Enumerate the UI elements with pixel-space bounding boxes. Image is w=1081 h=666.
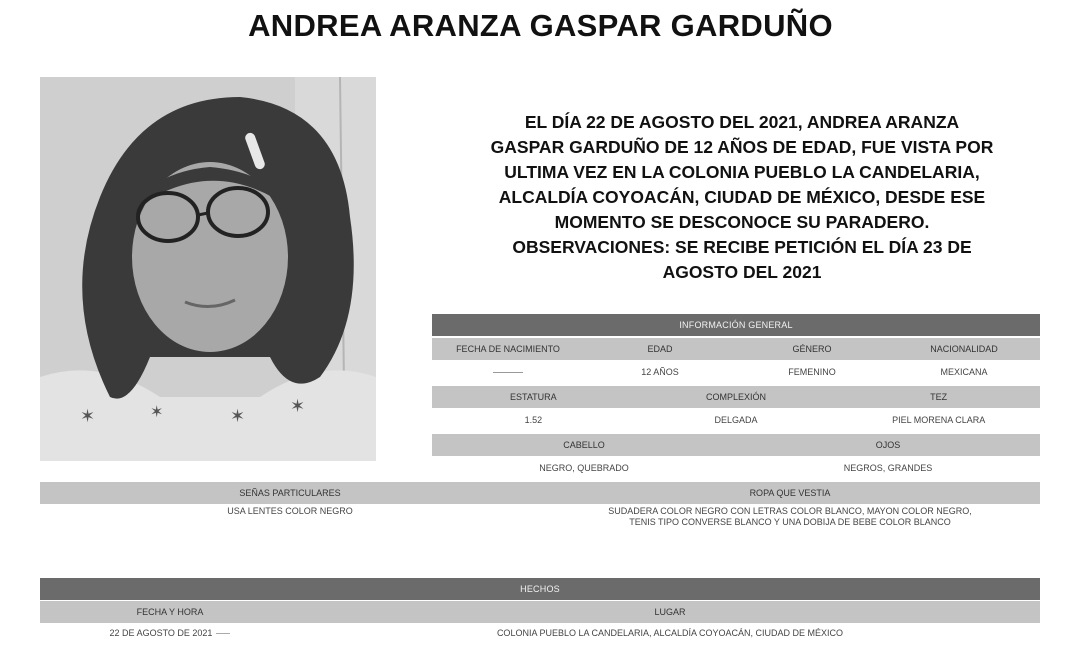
description-line: OBSERVACIONES: SE RECIBE PETICIÓN EL DÍA 23 DE: [512, 237, 972, 257]
details-labels-row: [40, 482, 1040, 504]
clothing-label: ROPA QUE VESTIA: [749, 488, 831, 498]
place-value: COLONIA PUEBLO LA CANDELARIA, ALCALDÍA COYOACÁN, CIUDAD DE MÉXICO: [496, 628, 844, 638]
description-line: AGOSTO DEL 2021: [662, 262, 822, 282]
svg-text:✶: ✶: [290, 396, 306, 416]
hair-label: CABELLO: [563, 440, 605, 450]
complexion-value: PIEL MORENA CLARA: [892, 415, 986, 425]
gender-value: FEMENINO: [788, 367, 836, 377]
complexion-label: TEZ: [930, 392, 948, 402]
build-value: DELGADA: [714, 415, 758, 425]
height-label: ESTATURA: [510, 392, 557, 402]
general-info-values-row-2: [432, 409, 1040, 431]
svg-text:✶: ✶: [150, 404, 164, 421]
redacted-mark: [493, 372, 523, 373]
description-line: GASPAR GARDUÑO DE 12 AÑOS DE EDAD, FUE VISTA POR: [490, 137, 994, 157]
nationality-value: MEXICANA: [940, 367, 988, 377]
age-value: 12 AÑOS: [641, 367, 679, 377]
general-info-values-row-1: [432, 361, 1040, 383]
clothing-line: TENIS TIPO CONVERSE BLANCO Y UNA DOBIJA DE BEBE COLOR BLANCO: [629, 517, 951, 527]
facts-labels-row: [40, 601, 1040, 623]
person-name-title: ANDREA ARANZA GASPAR GARDUÑO: [248, 8, 833, 43]
birthdate-value: [432, 367, 584, 377]
description-line: ALCALDÍA COYOACÁN, CIUDAD DE MÉXICO, DESDE ESE: [498, 187, 986, 207]
description-line: ULTIMA VEZ EN LA COLONIA PUEBLO LA CANDELARIA,: [504, 162, 980, 182]
gender-label: GÉNERO: [792, 344, 832, 354]
nationality-label: NACIONALIDAD: [930, 344, 998, 354]
date-time-label: FECHA Y HORA: [136, 607, 204, 617]
person-photo: [40, 77, 376, 461]
birthdate-label: FECHA DE NACIMIENTO: [456, 344, 560, 354]
svg-text:✶: ✶: [230, 406, 246, 426]
svg-text:✶: ✶: [80, 406, 96, 426]
date-time-text: 22 DE AGOSTO DE 2021: [109, 628, 213, 638]
date-time-value: [40, 628, 300, 638]
build-label: COMPLEXIÓN: [706, 392, 767, 402]
height-value: 1.52: [524, 415, 543, 425]
general-info-labels-row-1: [432, 338, 1040, 360]
place-label: LUGAR: [654, 607, 686, 617]
age-label: EDAD: [647, 344, 673, 354]
general-info-values-row-3: [432, 457, 1040, 479]
distinguishing-marks-value: USA LENTES COLOR NEGRO: [227, 506, 353, 516]
case-description: [436, 110, 1048, 285]
eyes-label: OJOS: [875, 440, 901, 450]
general-info-header: INFORMACIÓN GENERAL: [432, 314, 1040, 336]
hair-value: NEGRO, QUEBRADO: [539, 463, 629, 473]
details-values-row: [40, 504, 1040, 534]
facts-header: HECHOS: [40, 578, 1040, 600]
general-info-labels-row-2: [432, 386, 1040, 408]
redacted-mark: [216, 633, 230, 634]
facts-values-row: [40, 622, 1040, 644]
general-info-labels-row-3: [432, 434, 1040, 456]
distinguishing-marks-label: SEÑAS PARTICULARES: [239, 488, 341, 498]
description-line: MOMENTO SE DESCONOCE SU PARADERO.: [554, 212, 930, 232]
clothing-value: [540, 506, 1040, 528]
clothing-line: SUDADERA COLOR NEGRO CON LETRAS COLOR BLANCO, MAYON COLOR NEGRO,: [608, 506, 972, 516]
eyes-value: NEGROS, GRANDES: [843, 463, 933, 473]
description-line: EL DÍA 22 DE AGOSTO DEL 2021, ANDREA ARANZA: [524, 112, 960, 132]
